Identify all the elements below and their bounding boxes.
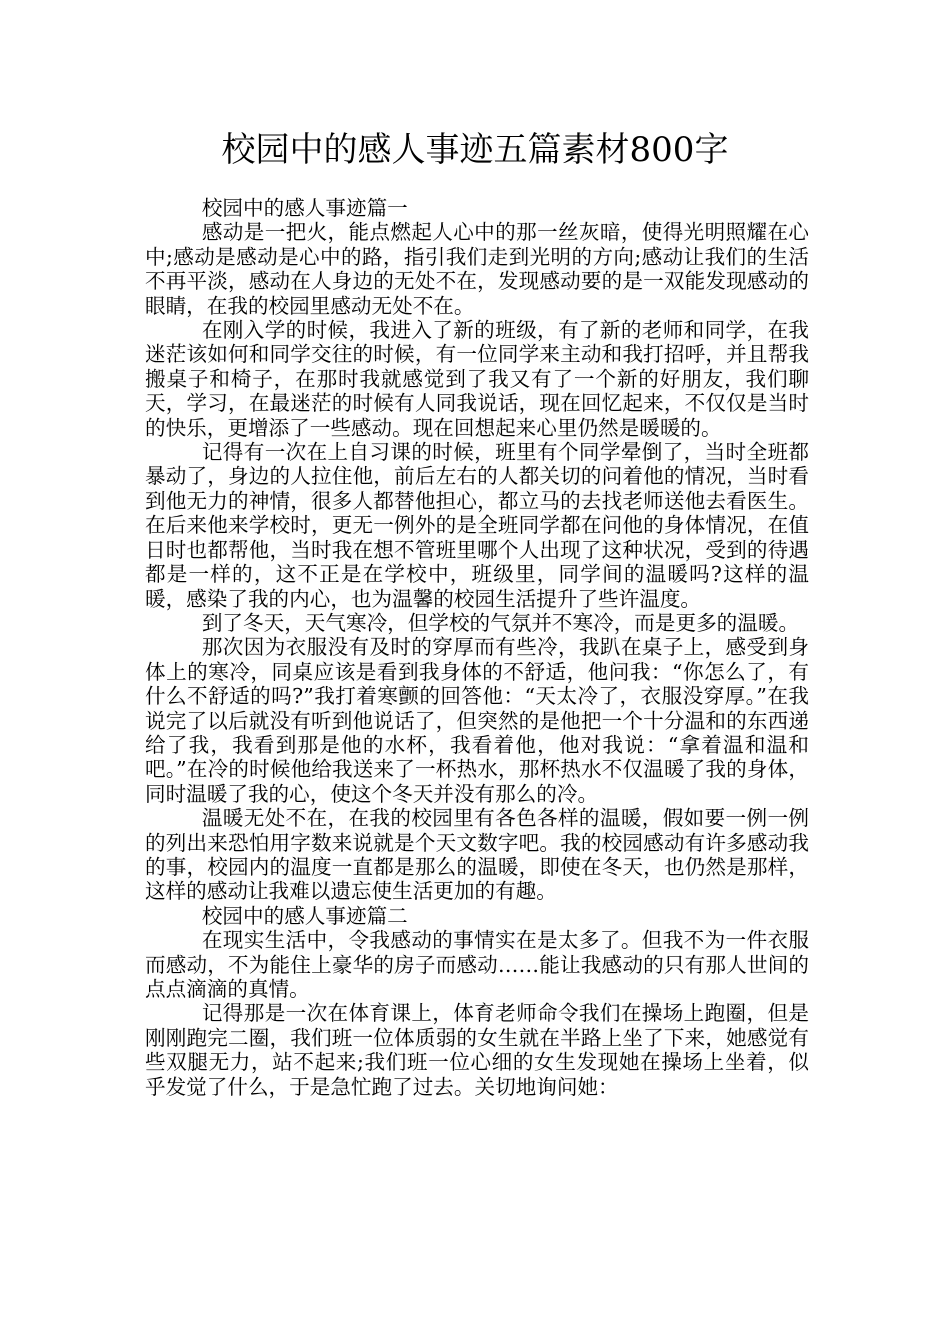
paragraph: 温暖无处不在，在我的校园里有各色各样的温暖，假如要一例一例的列出来恐怕用字数来说就是个天文数字吧。我的校园感动有许多感动我的事，校园内的温度一直都是那么的温暖，即使在冬天，也仍然是那样，这样的感动让我难以遗忘使生活更加的有趣。 xyxy=(145,806,809,904)
paragraph: 记得那是一次在体育课上，体育老师命令我们在操场上跑圈，但是刚刚跑完二圈，我们班一位体质弱的女生就在半路上坐了下来，她感觉有些双腿无力，站不起来;我们班一位心细的女生发现她在操场上坐着，似乎发觉了什么，于是急忙跑了过去。关切地询问她： xyxy=(145,1001,809,1099)
paragraph: 那次因为衣服没有及时的穿厚而有些冷，我趴在桌子上，感受到身体上的寒冷，同桌应该是看到我身体的不舒适，他问我：“你怎么了，有什么不舒适的吗?”我打着寒颤的回答他：“天太冷了，衣服没穿厚。”在我说完了以后就没有听到他说话了，但突然的是他把一个十分温和的东西递给了我，我看到那是他的水杯，我看着他，他对我说：“拿着温和温和吧。”在冷的时候他给我送来了一杯热水，那杯热水不仅温暖了我的身体，同时温暖了我的心，使这个冬天并没有那么的冷。 xyxy=(145,635,809,806)
paragraph: 在刚入学的时候，我进入了新的班级，有了新的老师和同学，在我迷茫该如何和同学交往的时候，有一位同学来主动和我打招呼，并且帮我搬桌子和椅子，在那时我就感觉到了我又有了一个新的好朋友，我们聊天，学习，在最迷茫的时候有人同我说话，现在回忆起来，不仅仅是当时的快乐，更增添了一些感动。现在回想起来心里仍然是暖暖的。 xyxy=(145,318,809,440)
article-body xyxy=(145,196,809,1099)
paragraph: 在现实生活中，令我感动的事情实在是太多了。但我不为一件衣服而感动，不为能住上豪华的房子而感动……能让我感动的只有那人世间的点点滴滴的真情。 xyxy=(145,928,809,1001)
paragraph: 记得有一次在上自习课的时候，班里有个同学晕倒了，当时全班都暴动了，身边的人拉住他，前后左右的人都关切的问着他的情况，当时看到他无力的神情，很多人都替他担心，都立马的去找老师送他去看医生。在后来他来学校时，更无一例外的是全班同学都在问他的身体情况，在值日时也都帮他，当时我在想不管班里哪个人出现了这种状况，受到的待遇都是一样的，这不正是在学校中，班级里，同学间的温暖吗?这样的温暖，感染了我的内心，也为温馨的校园生活提升了些许温度。 xyxy=(145,440,809,611)
section-heading: 校园中的感人事迹篇二 xyxy=(201,903,408,928)
paragraph: 感动是一把火，能点燃起人心中的那一丝灰暗，使得光明照耀在心中;感动是感动是心中的路，指引我们走到光明的方向;感动让我们的生活不再平淡，感动在人身边的无处不在，发现感动要的是一双能发现感动的眼睛，在我的校园里感动无处不在。 xyxy=(145,220,809,318)
section-heading: 校园中的感人事迹篇一 xyxy=(201,196,408,220)
paragraph: 到了冬天，天气寒冷，但学校的气氛并不寒冷，而是更多的温暖。 xyxy=(201,610,800,635)
page-title: 校园中的感人事迹五篇素材800字 xyxy=(221,130,729,170)
